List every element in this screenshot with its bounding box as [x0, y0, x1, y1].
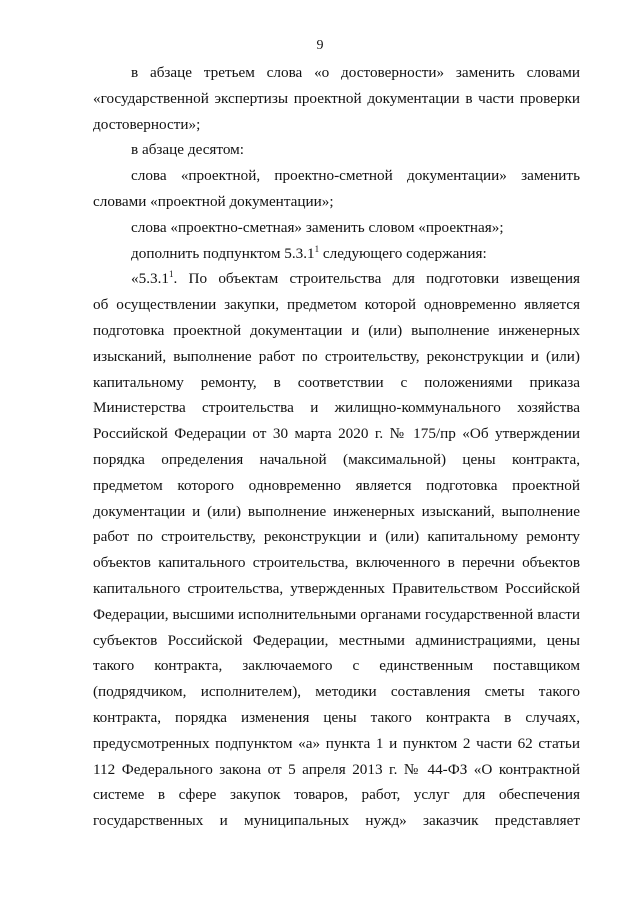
text-line: [93, 731, 580, 757]
text-line: [93, 576, 580, 602]
superscript: 1: [168, 269, 174, 280]
text-line: [93, 473, 580, 499]
line-text: документации и (или) выполнение инженерных изысканий, выполнение: [93, 502, 580, 520]
line-text: «государственной экспертизы проектной документации в части проверки: [93, 89, 580, 107]
line-text: такого контракта, заключаемого с единственным поставщиком: [93, 657, 580, 675]
text-line: [93, 421, 580, 447]
line-text: слова «проектной, проектно-сметной документации» заменить: [131, 167, 580, 185]
text-line: [93, 189, 580, 215]
text-line: [93, 163, 580, 189]
line-text: в абзаце третьем слова «о достоверности» заменить словами: [131, 64, 580, 81]
text-line: [93, 447, 580, 473]
line-text: «5.3.1: [131, 270, 169, 288]
text-line: [93, 679, 580, 705]
text-line: [93, 757, 580, 783]
line-text: порядка определения начальной (максимальной) цены контракта,: [93, 450, 580, 468]
line-text: предметом которого одновременно является подготовка проектной: [93, 476, 580, 494]
text-line: [93, 318, 580, 344]
line-text: изысканий, выполнение работ по строительству, реконструкции и (или): [93, 347, 580, 365]
line-text: дополнить подпунктом 5.3.1: [131, 244, 315, 262]
text-line: [93, 86, 580, 112]
text-line: [93, 344, 580, 370]
line-text: предусмотренных подпунктом «а» пункта 1 и пунктом 2 части 62 статьи: [93, 734, 580, 752]
line-text: капитального строительства, утвержденных Правительством Российской: [93, 579, 580, 597]
line-text: достоверности»;: [93, 115, 201, 133]
text-line: [93, 653, 580, 679]
text-line: [93, 499, 580, 525]
line-text: Российской Федерации от 30 марта 2020 г. № 175/пр «Об утверждении: [93, 425, 580, 443]
text-line: [93, 241, 580, 267]
text-line: [93, 60, 580, 86]
text-line: [93, 602, 580, 628]
line-text: капитальному ремонту, в соответствии с положениями приказа: [93, 373, 580, 391]
text-line: [93, 112, 580, 138]
line-text: Министерства строительства и жилищно-коммунального хозяйства: [93, 399, 580, 417]
line-text: в абзаце десятом:: [131, 141, 244, 159]
superscript: 1: [314, 243, 320, 254]
line-text: словами «проектной документации»;: [93, 192, 334, 210]
text-line: [93, 395, 580, 421]
page-number: 9: [316, 38, 324, 53]
line-text: контракта, порядка изменения цены такого контракта в случаях,: [93, 708, 580, 726]
line-text: государственных и муниципальных нужд» заказчик представляет: [93, 812, 580, 830]
text-line: [93, 550, 580, 576]
text-line: [93, 808, 580, 834]
line-text: Федерации, высшими исполнительными органами государственной власти: [93, 605, 580, 623]
line-text: (подрядчиком, исполнителем), методики составления сметы такого: [93, 683, 580, 701]
text-line: [93, 266, 580, 292]
document-body: [93, 60, 580, 834]
line-text-continued: следующего содержания:: [319, 244, 487, 262]
line-text-continued: . По объектам строительства для подготовки извещения: [173, 270, 580, 288]
text-line: [93, 292, 580, 318]
line-text: подготовка проектной документации и (или) выполнение инженерных: [93, 321, 580, 339]
text-line: [93, 370, 580, 396]
text-line: [93, 782, 580, 808]
text-line: [93, 524, 580, 550]
text-line: [93, 137, 580, 163]
line-text: системе в сфере закупок товаров, работ, услуг для обеспечения: [93, 786, 580, 804]
line-text: слова «проектно-сметная» заменить словом «проектная»;: [131, 218, 504, 236]
text-line: [93, 215, 580, 241]
line-text: об осуществлении закупки, предметом которой одновременно является: [93, 296, 580, 314]
line-text: объектов капитального строительства, включенного в перечни объектов: [93, 554, 580, 572]
text-line: [93, 628, 580, 654]
line-text: 112 Федерального закона от 5 апреля 2013 г. № 44-ФЗ «О контрактной: [93, 760, 580, 778]
line-text: работ по строительству, реконструкции и (или) капитальному ремонту: [93, 528, 580, 546]
text-line: [93, 705, 580, 731]
line-text: субъектов Российской Федерации, местными администрациями, цены: [93, 631, 580, 649]
